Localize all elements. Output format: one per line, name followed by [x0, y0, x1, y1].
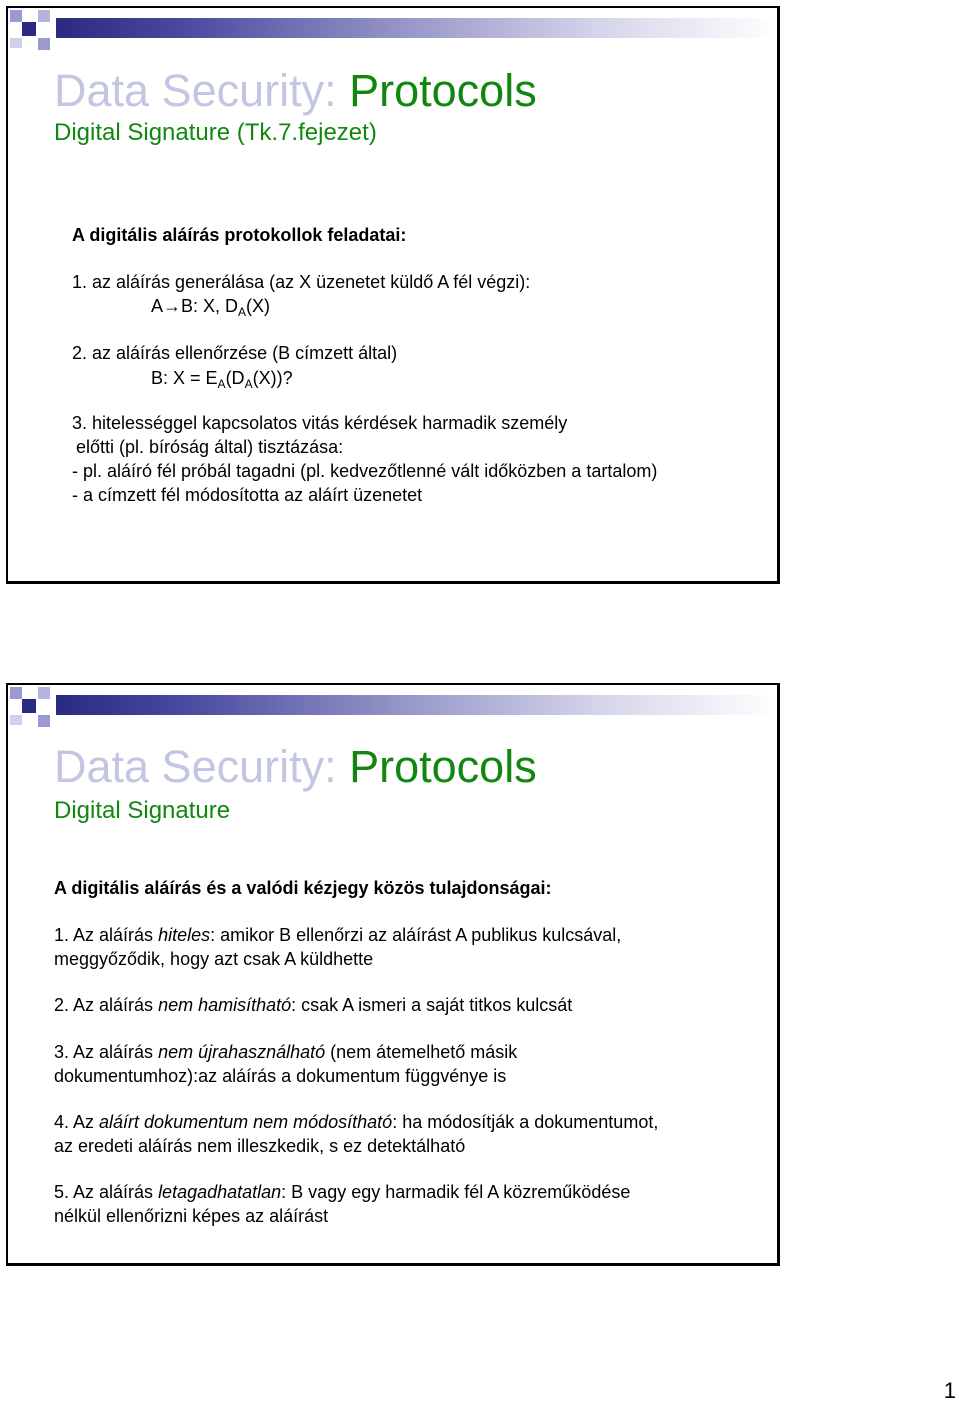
list-item-3-sub-2: - a címzett fél módosította az aláírt üzenetet: [72, 485, 423, 505]
title-green-part: Protocols: [349, 741, 537, 792]
list-item-3: 3. hitelességgel kapcsolatos vitás kérdések harmadik személy: [72, 413, 568, 433]
title-green-part: Protocols: [349, 65, 537, 116]
formula-1: A→B: X, $D_A(X)$: [151, 296, 271, 319]
list-item-3-sub-1: - pl. aláíró fél próbál tagadni (pl. kedvezőtlenné vált időközben a tartalom): [72, 461, 658, 481]
property-1: 1. Az aláírás hiteles: amikor B ellenőrzi az aláírást A publikus kulcsával,: [54, 925, 622, 945]
slide-1: [6, 6, 780, 584]
section-heading: A digitális aláírás és a valódi kézjegy közös tulajdonságai:: [54, 878, 552, 898]
title-gray-part: Data Security:: [54, 741, 350, 792]
list-item-1: 1. az aláírás generálása (az X üzenetet küldő A fél végzi):: [72, 272, 531, 292]
property-5: 5. Az aláírás letagadhatatlan: B vagy egy harmadik fél A közreműködése: [54, 1182, 631, 1202]
formula-2: B: $X = E_A(D_A(X))$?: [151, 368, 293, 391]
property-4: 4. Az aláírt dokumentum nem módosítható: ha módosítják a dokumentumot,: [54, 1112, 659, 1132]
arrow-icon: →: [163, 296, 182, 316]
list-item-2: 2. az aláírás ellenőrzése (B címzett által): [72, 343, 398, 363]
list-item-3-cont: előtti (pl. bíróság által) tisztázása:: [76, 437, 344, 457]
slide-header-decoration: [8, 8, 777, 52]
property-1-cont: meggyőződik, hogy azt csak A küldhette: [54, 949, 374, 969]
property-5-cont: nélkül ellenőrizni képes az aláírást: [54, 1206, 329, 1226]
slide-subtitle: Digital Signature (Tk.7.fejezet): [54, 119, 377, 146]
slide-header-decoration: [8, 685, 777, 729]
property-3: 3. Az aláírás nem újrahasználható (nem átemelhető másik: [54, 1042, 518, 1062]
slide-2: [6, 683, 780, 1266]
section-heading: A digitális aláírás protokollok feladatai:: [72, 225, 407, 245]
slide-title: [54, 741, 537, 792]
property-4-cont: az eredeti aláírás nem illeszkedik, s ez detektálható: [54, 1136, 466, 1156]
title-gray-part: Data Security:: [54, 65, 350, 116]
slide-title: [54, 65, 537, 116]
slide-subtitle: Digital Signature: [54, 797, 231, 824]
property-3-cont: dokumentumhoz):az aláírás a dokumentum függvénye is: [54, 1066, 507, 1086]
property-2: 2. Az aláírás nem hamisítható: csak A ismeri a saját titkos kulcsát: [54, 995, 573, 1015]
page-number: 1: [943, 1378, 956, 1403]
